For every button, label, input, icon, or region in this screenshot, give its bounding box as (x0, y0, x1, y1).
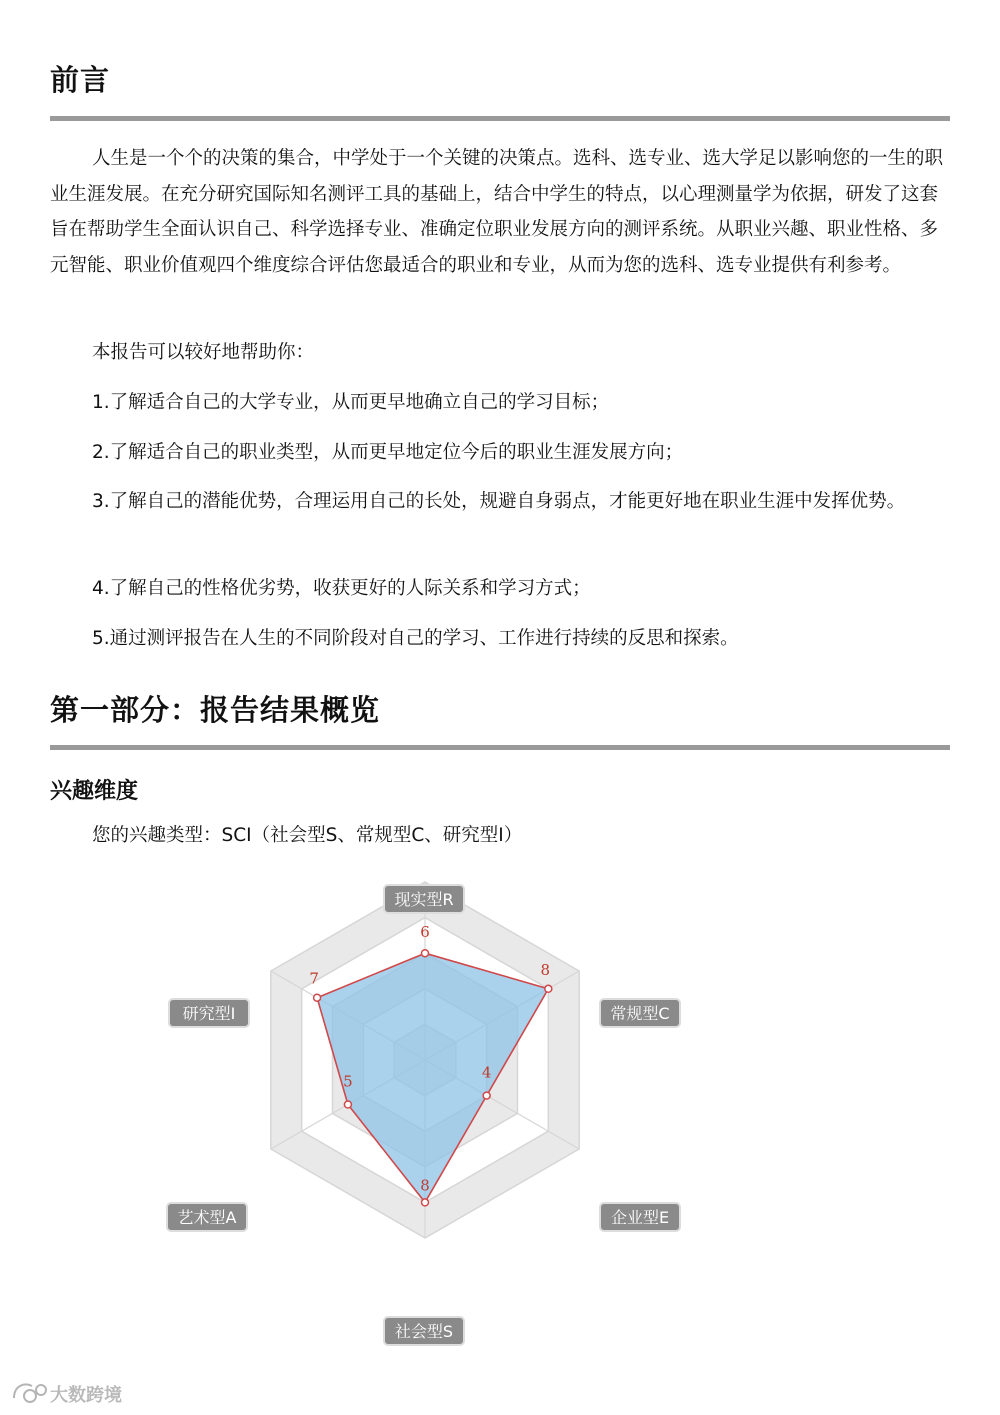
radar-point (483, 1092, 490, 1099)
radar-point (422, 950, 429, 957)
radar-value-label: 5 (343, 1072, 353, 1091)
list-item: 4.了解自己的性格优劣势，收获更好的人际关系和学习方式； (92, 578, 591, 599)
part1-title: 第一部分：报告结果概览 (50, 693, 381, 727)
watermark-text: 大数跨境 (50, 1385, 122, 1406)
radar-point (314, 994, 321, 1001)
radar-category-label: 企业型E (610, 1208, 670, 1227)
preface-divider (50, 116, 950, 121)
radar-point (344, 1101, 351, 1108)
radar-value-label: 7 (309, 969, 319, 988)
interest-radar-chart (0, 860, 1000, 1360)
radar-category-label: 现实型R (394, 890, 454, 909)
radar-point (545, 985, 552, 992)
radar-value-label: 8 (540, 960, 551, 979)
radar-category-label: 常规型C (610, 1004, 670, 1023)
radar-point (422, 1199, 429, 1206)
radar-value-label: 4 (481, 1063, 492, 1082)
list-item: 1.了解适合自己的大学专业，从而更早地确立自己的学习目标； (92, 392, 610, 413)
part1-divider (50, 745, 950, 750)
radar-category-label: 艺术型A (177, 1208, 237, 1227)
interest-type-line: 您的兴趣类型：SCI（社会型S、常规型C、研究型I） (92, 825, 523, 846)
preface-intro: 本报告可以较好地帮助你： (92, 342, 315, 363)
radar-value-label: 8 (420, 1176, 430, 1195)
list-item: 3.了解自己的潜能优势，合理运用自己的长处，规避自身弱点，才能更好地在职业生涯中发挥优势。 (92, 491, 906, 512)
list-item: 2.了解适合自己的职业类型，从而更早地定位今后的职业生涯发展方向； (92, 442, 684, 463)
radar-category-label: 社会型S (394, 1322, 454, 1341)
radar-category-label: 研究型I (182, 1004, 236, 1023)
radar-value-label: 6 (420, 923, 430, 942)
interest-section-title: 兴趣维度 (50, 779, 139, 804)
preface-paragraph: 人生是一个个的决策的集合，中学处于一个关键的决策点。选科、选专业、选大学足以影响您的一生的职业生涯发展。在充分研究国际知名测评工具的基础上，结合中学生的特点，以心理测量学为依据，研发了这套旨在帮助学生全面认识自己、科学选择专业、准确定位职业发展方向的测评系统。从职业兴趣、职业性格、多元智能、职业价值观四个维度综合评估您最适合的职业和专业，从而为您的选科、选专业提供有利参考。 (50, 148, 944, 276)
preface-title: 前言 (50, 63, 111, 97)
watermark-logo-icon (8, 1376, 138, 1410)
list-item: 5.通过测评报告在人生的不同阶段对自己的学习、工作进行持续的反思和探索。 (92, 628, 739, 649)
